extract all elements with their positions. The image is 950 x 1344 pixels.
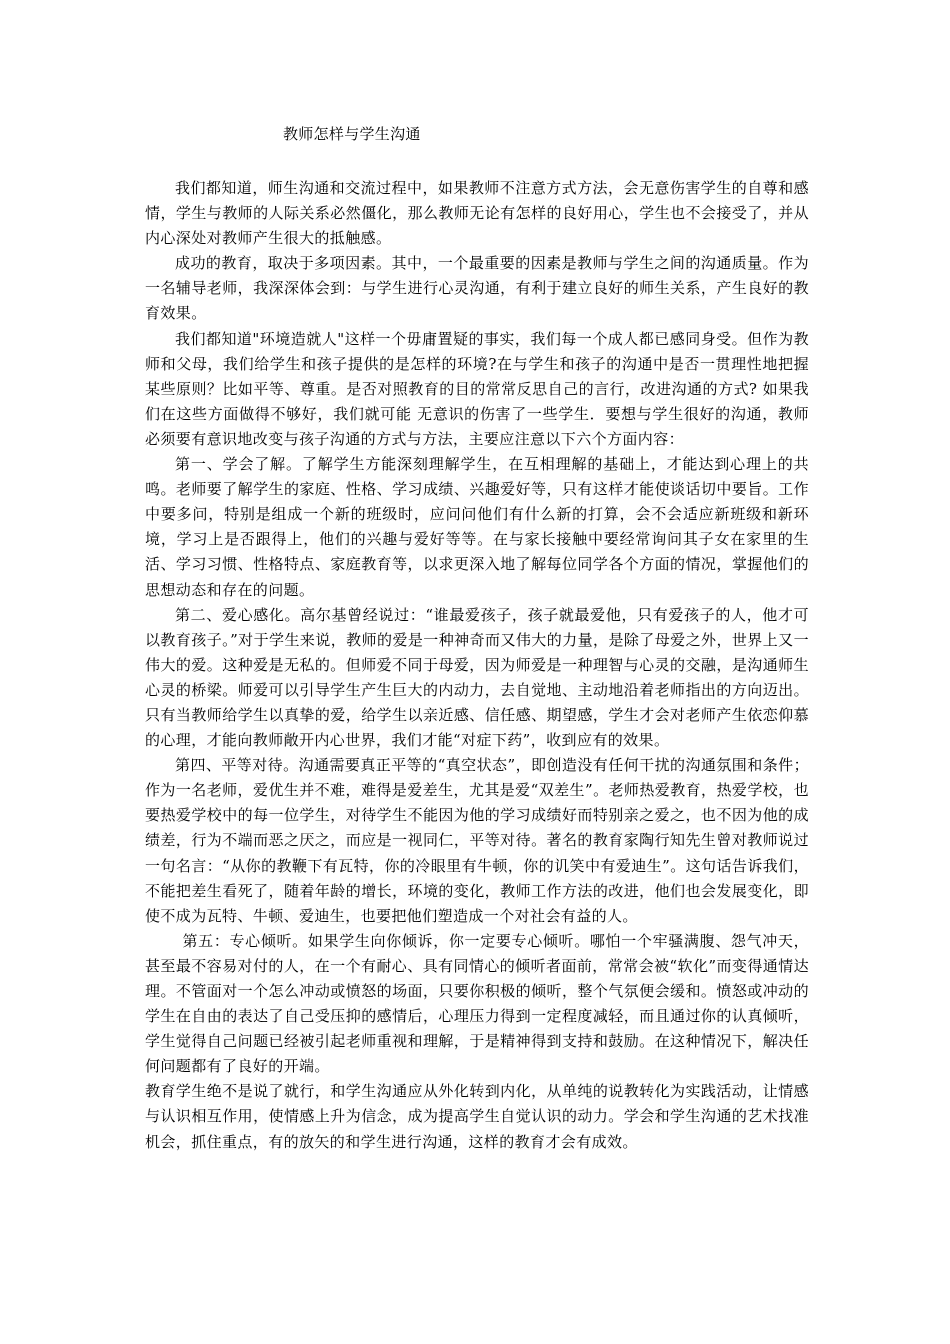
paragraph-point-understand: 第一、学会了解。了解学生方能深刻理解学生，在互相理解的基础上，才能达到心理上的共鸣。老师要了解学生的家庭、性格、学习成绩、兴趣爱好等，只有这样才能使谈话切中要旨。工作中要多问，特别是组成一个新的班级时，应问问他们有什么新的打算，会不会适应新班级和新环境，学习上是否跟得上，他们的兴趣与爱好等等。在与家长接触中要经常询问其子女在家里的生活、学习习惯、性格特点、家庭教育等，以求更深入地了解每位同学各个方面的情况，掌握他们的思想动态和存在的问题。 (145, 455, 809, 599)
document-body (145, 176, 809, 1155)
paragraph-point-listening: 第五：专心倾听。如果学生向你倾诉，你一定要专心倾听。哪怕一个牢骚满腹、怨气冲天，甚至最不容易对付的人，在一个有耐心、具有同情心的倾听者面前，常常会被“软化”而变得通情达理。不管面对一个怎么冲动或愤怒的场面，只要你积极的倾听，整个气氛便会缓和。愤怒或冲动的学生在自由的表达了自己受压抑的感情后，心理压力得到一定程度减轻，而且通过你的认真倾听，学生觉得自己问题已经被引起老师重视和理解，于是精神得到支持和鼓励。在这种情况下，解决任何问题都有了良好的开端。 (145, 931, 809, 1076)
paragraph-intro: 我们都知道，师生沟通和交流过程中，如果教师不注意方式方法，会无意伤害学生的自尊和感情，学生与教师的人际关系必然僵化，那么教师无论有怎样的良好用心，学生也不会接受了，并从内心深处对教师产生很大的抵触感。 (145, 179, 809, 248)
paragraph-point-love: 第二、爱心感化。高尔基曾经说过：“谁最爱孩子，孩子就最爱他，只有爱孩子的人，他才可以教育孩子。”对于学生来说，教师的爱是一种神奇而又伟大的力量，是除了母爱之外，世界上又一伟大的爱。这种爱是无私的。但师爱不同于母爱，因为师爱是一种理智与心灵的交融，是沟通师生心灵的桥梁。师爱可以引导学生产生巨大的内动力，去自觉地、主动地沿着老师指出的方向迈出。只有当教师给学生以真挚的爱，给学生以亲近感、信任感、期望感，学生才会对老师产生依恋仰慕的心理，才能向教师敞开内心世界，我们才能“对症下药”，收到应有的效果。 (145, 605, 809, 750)
paragraph-conclusion: 教育学生绝不是说了就行，和学生沟通应从外化转到内化，从单纯的说教转化为实践活动，让情感与认识相互作用，使情感上升为信念，成为提高学生自觉认识的动力。学会和学生沟通的艺术找准机会，抓住重点，有的放矢的和学生进行沟通，这样的教育才会有成效。 (145, 1082, 809, 1151)
paragraph-environment: 我们都知道"环境造就人"这样一个毋庸置疑的事实，我们每一个成人都已感同身受。但作为教师和父母，我们给学生和孩子提供的是怎样的环境?在与学生和孩子的沟通中是否一贯理性地把握某些原则？比如平等、尊重。是否对照教育的目的常常反思自己的言行，改进沟通的方式? 如果我们在这些方面做得不够好，我们就可能 无意识的伤害了一些学生．要想与学生很好的沟通，教师必须要有意识地改变与孩子沟通的方式与方法，主要应注意以下六个方面内容： (145, 329, 809, 448)
document-title: 教师怎样与学生沟通 (283, 125, 421, 143)
paragraph-successful-education: 成功的教育，取决于多项因素。其中，一个最重要的因素是教师与学生之间的沟通质量。作为一名辅导老师，我深深体会到：与学生进行心灵沟通，有利于建立良好的师生关系，产生良好的教育效果。 (145, 254, 809, 323)
paragraph-point-equality: 第四、平等对待。沟通需要真正平等的“真空状态”，即创造没有任何干扰的沟通氛围和条件；作为一名老师，爱优生并不难，难得是爱差生，尤其是爱“双差生”。老师热爱教育，热爱学校，也要热爱学校中的每一位学生，对待学生不能因为他的学习成绩好而特别亲之爱之，也不因为他的成绩差，行为不端而恶之厌之，而应是一视同仁，平等对待。著名的教育家陶行知先生曾对教师说过一句名言：“从你的教鞭下有瓦特，你的冷眼里有牛顿，你的讥笑中有爱迪生”。这句话告诉我们，不能把差生看死了，随着年龄的增长，环境的变化，教师工作方法的改进，他们也会发展变化，即使不成为瓦特、牛顿、爱迪生，也要把他们塑造成一个对社会有益的人。 (145, 756, 809, 925)
